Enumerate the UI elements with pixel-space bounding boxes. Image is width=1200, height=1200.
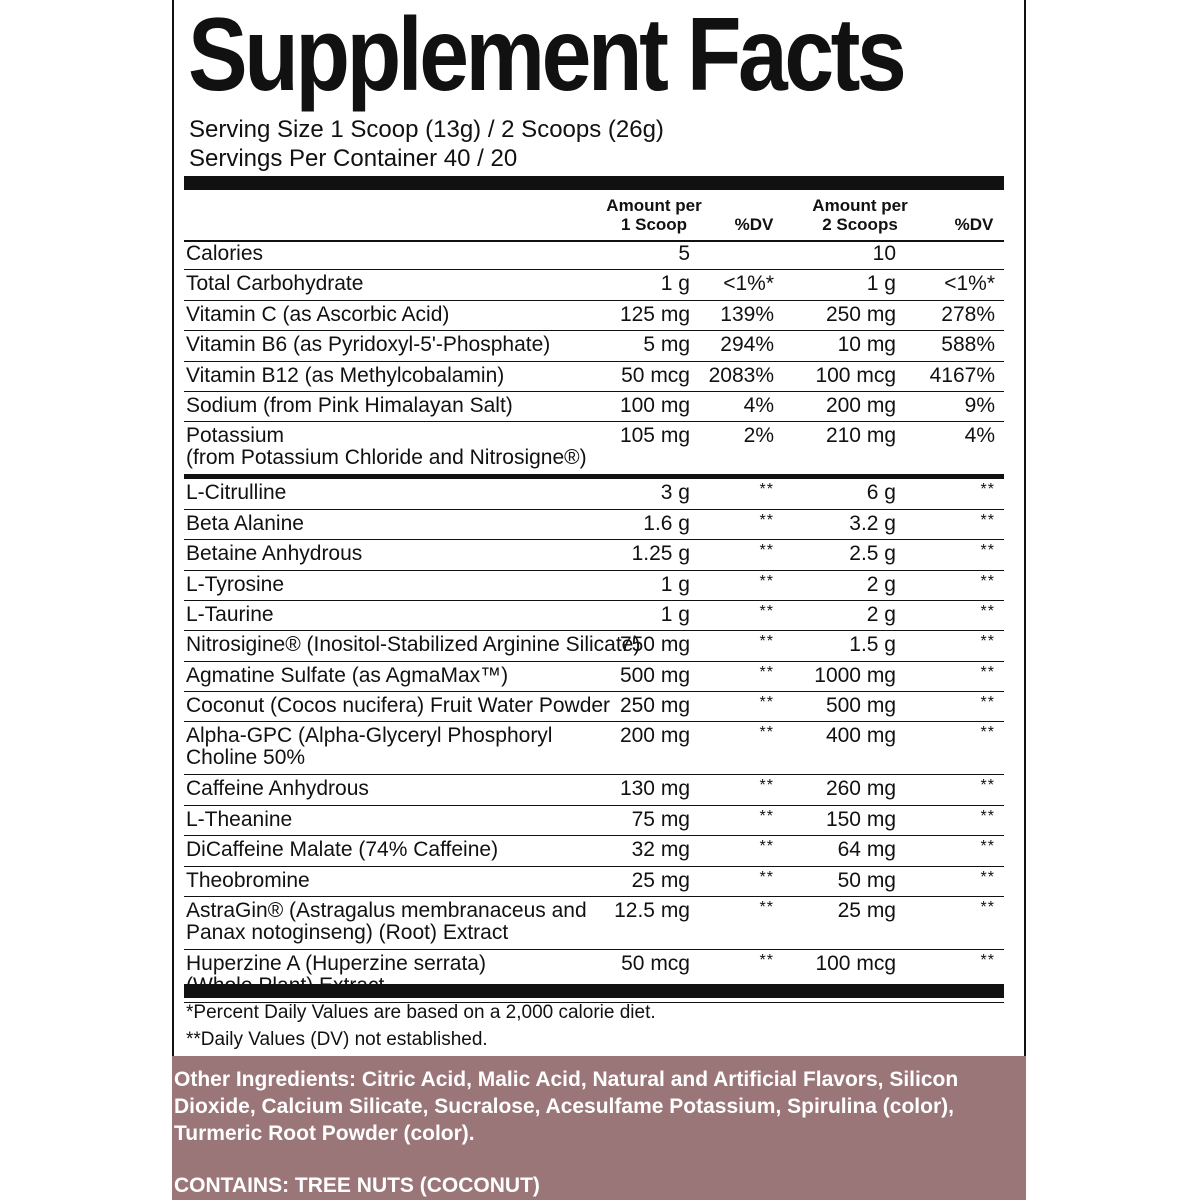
other-ingredients-band [172,1056,1026,1200]
nutrient-name-line1: DiCaffeine Malate (74% Caffeine) [186,838,499,862]
nutrient-name-line1: Vitamin B6 (as Pyridoxyl-5'-Phosphate) [186,333,551,357]
dv-2-scoops: ** [980,572,995,590]
thick-divider-bottom [184,984,1004,998]
nutrient-name [186,513,304,535]
amount-2-scoops: 2 g [866,602,896,626]
header-amount-1-scoop [594,196,714,234]
amount-2-scoops: 1000 mg [814,663,896,687]
amount-2-scoops: 100 mcg [815,363,896,387]
nutrient-name-line1: Beta Alanine [186,511,304,535]
nutrient-name-line1: AstraGin® (Astragalus membranaceus and [186,899,587,923]
table-row [184,331,1004,361]
amount-2-scoops: 2 g [866,572,896,596]
table-row [184,662,1004,692]
amount-2-scoops: 150 mg [825,807,896,831]
table-row [184,301,1004,331]
nutrient-name-line1: Sodium (from Pink Himalayan Salt) [186,393,513,417]
amount-2-scoops: 1.5 g [849,633,896,657]
amount-1-scoop: 3 g [660,481,690,505]
amount-2-scoops: 200 mg [825,393,896,417]
table-row [184,422,1004,479]
dv-2-scoops: ** [980,868,995,886]
dv-1-scoop: 294% [720,333,774,357]
amount-2-scoops: 25 mg [837,899,896,923]
header-dv-2: %DV [954,215,994,234]
table-row [184,722,1004,775]
amount-2-scoops: 64 mg [837,838,896,862]
dv-1-scoop: ** [759,724,774,742]
dv-2-scoops: ** [980,511,995,529]
nutrient-name [186,839,498,861]
nutrient-name [186,604,274,626]
dv-1-scoop: ** [759,899,774,917]
dv-1-scoop: ** [759,838,774,856]
amount-1-scoop: 1 g [660,572,690,596]
dv-2-scoops: 588% [941,333,995,357]
nutrient-name-line1: Vitamin B12 (as Methylcobalamin) [186,363,505,387]
dv-2-scoops: 278% [941,302,995,326]
amount-2-scoops: 2.5 g [849,542,896,566]
dv-2-scoops: ** [980,694,995,712]
dv-1-scoop: 139% [720,302,774,326]
dv-1-scoop: ** [759,868,774,886]
amount-1-scoop: 25 mg [631,868,690,892]
table-row [184,540,1004,570]
nutrient-name [186,725,552,769]
nutrient-name-line1: Alpha-GPC (Alpha-Glyceryl Phosphoryl [186,724,553,748]
header-dv-1: %DV [734,215,774,234]
nutrient-name-line1: Caffeine Anhydrous [186,777,369,801]
dv-1-scoop: 2% [743,424,774,448]
table-row [184,897,1004,950]
dv-2-scoops: ** [980,899,995,917]
table-row [184,601,1004,631]
nutrient-name [186,482,286,504]
amount-2-scoops: 260 mg [825,777,896,801]
amount-1-scoop: 1.25 g [631,542,690,566]
amount-1-scoop: 1.6 g [643,511,690,535]
dv-1-scoop: ** [759,542,774,560]
amount-1-scoop: 200 mg [619,724,690,748]
dv-2-scoops: ** [980,724,995,742]
dv-1-scoop: ** [759,694,774,712]
nutrient-name-line1: Agmatine Sulfate (as AgmaMax™) [186,663,509,687]
nutrient-name-line1: Total Carbohydrate [186,272,364,296]
nutrient-name [186,395,513,417]
table-row [184,806,1004,836]
header-amount-2-line1: Amount per [812,196,908,215]
amount-2-scoops: 3.2 g [849,511,896,535]
amount-1-scoop: 5 mg [643,333,690,357]
dv-1-scoop: ** [759,663,774,681]
amount-1-scoop: 125 mg [619,302,690,326]
dv-1-scoop: <1%* [723,272,774,296]
nutrient-name [186,334,550,356]
dv-2-scoops: ** [980,542,995,560]
nutrient-name-line1: Theobromine [186,868,310,892]
table-row [184,571,1004,601]
nutrient-name [186,365,504,387]
nutrient-name-line1: L-Taurine [186,602,274,626]
amount-1-scoop: 5 [678,242,690,265]
nutrient-name-line1: Coconut (Cocos nucifera) Fruit Water Powder [186,694,611,718]
dv-2-scoops: ** [980,807,995,825]
dv-1-scoop: ** [759,633,774,651]
amount-2-scoops: 400 mg [825,724,896,748]
dv-1-scoop: ** [759,602,774,620]
table-row [184,479,1004,509]
nutrient-name-line1: Betaine Anhydrous [186,542,363,566]
nutrient-name [186,870,310,892]
nutrient-name-line2: (from Potassium Chloride and Nitrosigne®) [186,446,587,470]
dv-1-scoop: 4% [743,393,774,417]
dv-1-scoop: ** [759,511,774,529]
dv-2-scoops: ** [980,777,995,795]
nutrient-name-line1: Nitrosigine® (Inositol-Stabilized Arginine Silicate) [186,633,641,657]
footnote-dv-not-established: **Daily Values (DV) not established. [186,1029,488,1050]
table-row [184,392,1004,422]
dv-1-scoop: ** [759,807,774,825]
dv-1-scoop: ** [759,481,774,499]
nutrient-name-line1: Calories [186,242,264,265]
amount-2-scoops: 250 mg [825,302,896,326]
header-amount-2-line2: 2 Scoops [822,215,898,234]
dv-2-scoops: ** [980,663,995,681]
table-row [184,631,1004,661]
nutrient-name [186,425,587,469]
table-row [184,867,1004,897]
amount-1-scoop: 1 g [660,602,690,626]
amount-2-scoops: 1 g [866,272,896,296]
other-ingredients-text: Other Ingredients: Citric Acid, Malic Acid, Natural and Artificial Flavors, Silicon Dioxide, Calcium Silicate, Sucralose, Acesulfame Potassium, Spirulina (color), Turmeric Root Powder (color). [174,1068,959,1145]
nutrient-name [186,574,284,596]
nutrient-name-line1: L-Citrulline [186,481,287,505]
nutrient-name-line1: Potassium [186,424,285,448]
amount-1-scoop: 250 mg [619,694,690,718]
dv-2-scoops: ** [980,952,995,970]
allergen-statement: CONTAINS: TREE NUTS (COCONUT) [174,1174,540,1197]
table-row [184,775,1004,805]
nutrient-name-line1: L-Theanine [186,807,293,831]
amount-1-scoop: 32 mg [631,838,690,862]
header-amount-1-line1: Amount per [606,196,702,215]
amount-1-scoop: 105 mg [619,424,690,448]
amount-1-scoop: 50 mcg [621,363,690,387]
amount-1-scoop: 75 mg [631,807,690,831]
amount-1-scoop: 750 mg [619,633,690,657]
amount-1-scoop: 50 mcg [621,952,690,976]
serving-size: Serving Size 1 Scoop (13g) / 2 Scoops (26g) [189,116,664,143]
nutrient-name [186,809,292,831]
header-amount-2-scoops [800,196,920,234]
amount-2-scoops: 500 mg [825,694,896,718]
nutrient-name-line1: Huperzine A (Huperzine serrata) [186,952,486,976]
table-header [184,190,1004,242]
dv-2-scoops: 9% [964,393,995,417]
nutrient-name-line2: Panax notoginseng) (Root) Extract [186,921,509,945]
amount-1-scoop: 500 mg [619,663,690,687]
dv-2-scoops: <1%* [944,272,995,296]
dv-2-scoops: ** [980,602,995,620]
table-row [184,240,1004,270]
amount-2-scoops: 10 [872,242,896,265]
dv-1-scoop: ** [759,952,774,970]
nutrient-name-line2: Choline 50% [186,746,306,770]
amount-1-scoop: 130 mg [619,777,690,801]
dv-2-scoops: 4167% [929,363,995,387]
table-row [184,510,1004,540]
nutrient-name [186,695,610,717]
amount-2-scoops: 6 g [866,481,896,505]
amount-1-scoop: 1 g [660,272,690,296]
thick-divider-top [184,176,1004,190]
nutrient-name [186,900,587,944]
nutrient-name [186,778,369,800]
nutrient-rows [184,240,1004,1003]
amount-2-scoops: 100 mcg [815,952,896,976]
dv-1-scoop: 2083% [708,363,774,387]
amount-2-scoops: 10 mg [837,333,896,357]
nutrient-name [186,634,640,656]
nutrient-name [186,543,362,565]
nutrient-name [186,665,508,687]
dv-1-scoop: ** [759,572,774,590]
table-row [184,362,1004,392]
dv-2-scoops: ** [980,838,995,856]
servings-per-container: Servings Per Container 40 / 20 [189,145,518,172]
nutrient-name-line1: Vitamin C (as Ascorbic Acid) [186,302,450,326]
dv-1-scoop: ** [759,777,774,795]
table-row [184,692,1004,722]
table-row [184,836,1004,866]
table-row [184,270,1004,300]
dv-2-scoops: 4% [964,424,995,448]
nutrient-name [186,273,363,295]
amount-2-scoops: 50 mg [837,868,896,892]
footnote-percent-dv: *Percent Daily Values are based on a 2,000 calorie diet. [186,1002,656,1023]
dv-2-scoops: ** [980,633,995,651]
amount-1-scoop: 12.5 mg [614,899,690,923]
nutrient-name [186,243,263,265]
dv-2-scoops: ** [980,481,995,499]
amount-2-scoops: 210 mg [825,424,896,448]
nutrient-name [186,304,449,326]
header-amount-1-line2: 1 Scoop [620,215,688,234]
amount-1-scoop: 100 mg [619,393,690,417]
panel-title: Supplement Facts [188,0,904,113]
supplement-facts-panel [172,0,1026,1056]
nutrient-name-line1: L-Tyrosine [186,572,285,596]
